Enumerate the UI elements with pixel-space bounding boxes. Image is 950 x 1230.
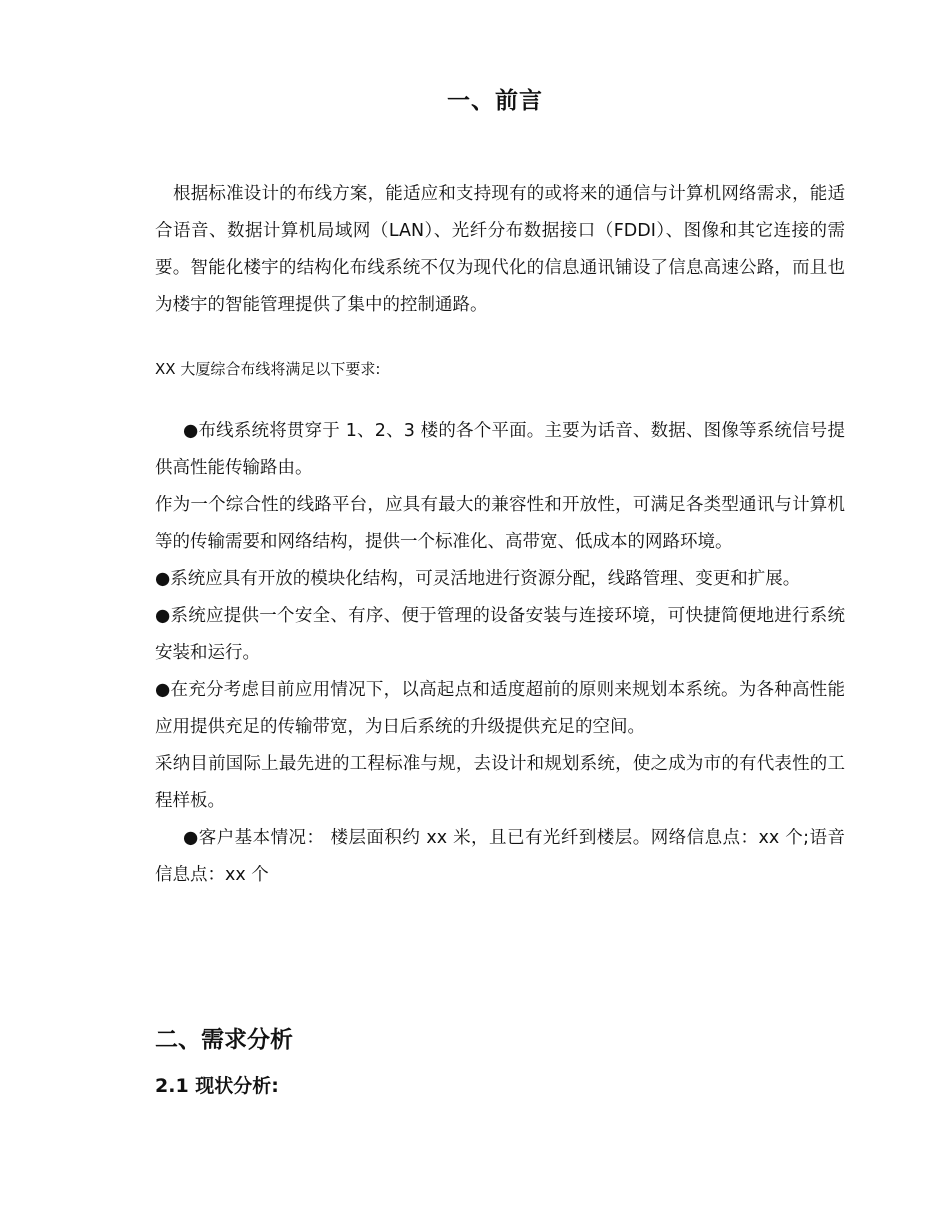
requirement-item: ●客户基本情况： 楼层面积约 xx 米，且已有光纤到楼层。网络信息点：xx 个;语音信息点：xx 个 [155,828,845,885]
section-heading-preface: 一、前言 [447,88,543,114]
requirement-item: 作为一个综合性的线路平台，应具有最大的兼容性和开放性，可满足各类型通讯与计算机等的传输需要和网络结构，提供一个标准化、高带宽、低成本的网路环境。 [155,495,845,552]
section-heading-requirements-analysis: 二、需求分析 [155,1027,293,1053]
requirements-intro-block [155,357,845,381]
requirements-intro: XX 大厦综合布线将满足以下要求: [155,360,381,378]
requirement-item: ●在充分考虑目前应用情况下，以高起点和适度超前的原则来规划本系统。为各种高性能应用提供充足的传输带宽，为日后系统的升级提供充足的空间。 [155,680,845,737]
requirements-list [155,413,845,894]
requirement-item: ●系统应提供一个安全、有序、便于管理的设备安装与连接环境，可快捷简便地进行系统安装和运行。 [155,606,845,663]
requirement-item: ●系统应具有开放的模块化结构，可灵活地进行资源分配，线路管理、变更和扩展。 [155,569,801,589]
subsection-heading-status-analysis: 2.1 现状分析: [155,1075,279,1097]
intro-paragraph: 根据标准设计的布线方案，能适应和支持现有的或将来的通信与计算机网络需求，能适合语音、数据计算机局域网（LAN）、光纤分布数据接口（FDDI）、图像和其它连接的需要。智能化楼宇的结构化布线系统不仅为现代化的信息通讯铺设了信息高速公路，而且也为楼宇的智能管理提供了集中的控制通路。 [155,184,845,315]
requirement-item: ●布线系统将贯穿于 1、2、3 楼的各个平面。主要为话音、数据、图像等系统信号提供高性能传输路由。 [155,421,845,478]
requirement-item: 采纳目前国际上最先进的工程标准与规，去设计和规划系统，使之成为市的有代表性的工程样板。 [155,754,845,811]
intro-block [155,176,845,324]
